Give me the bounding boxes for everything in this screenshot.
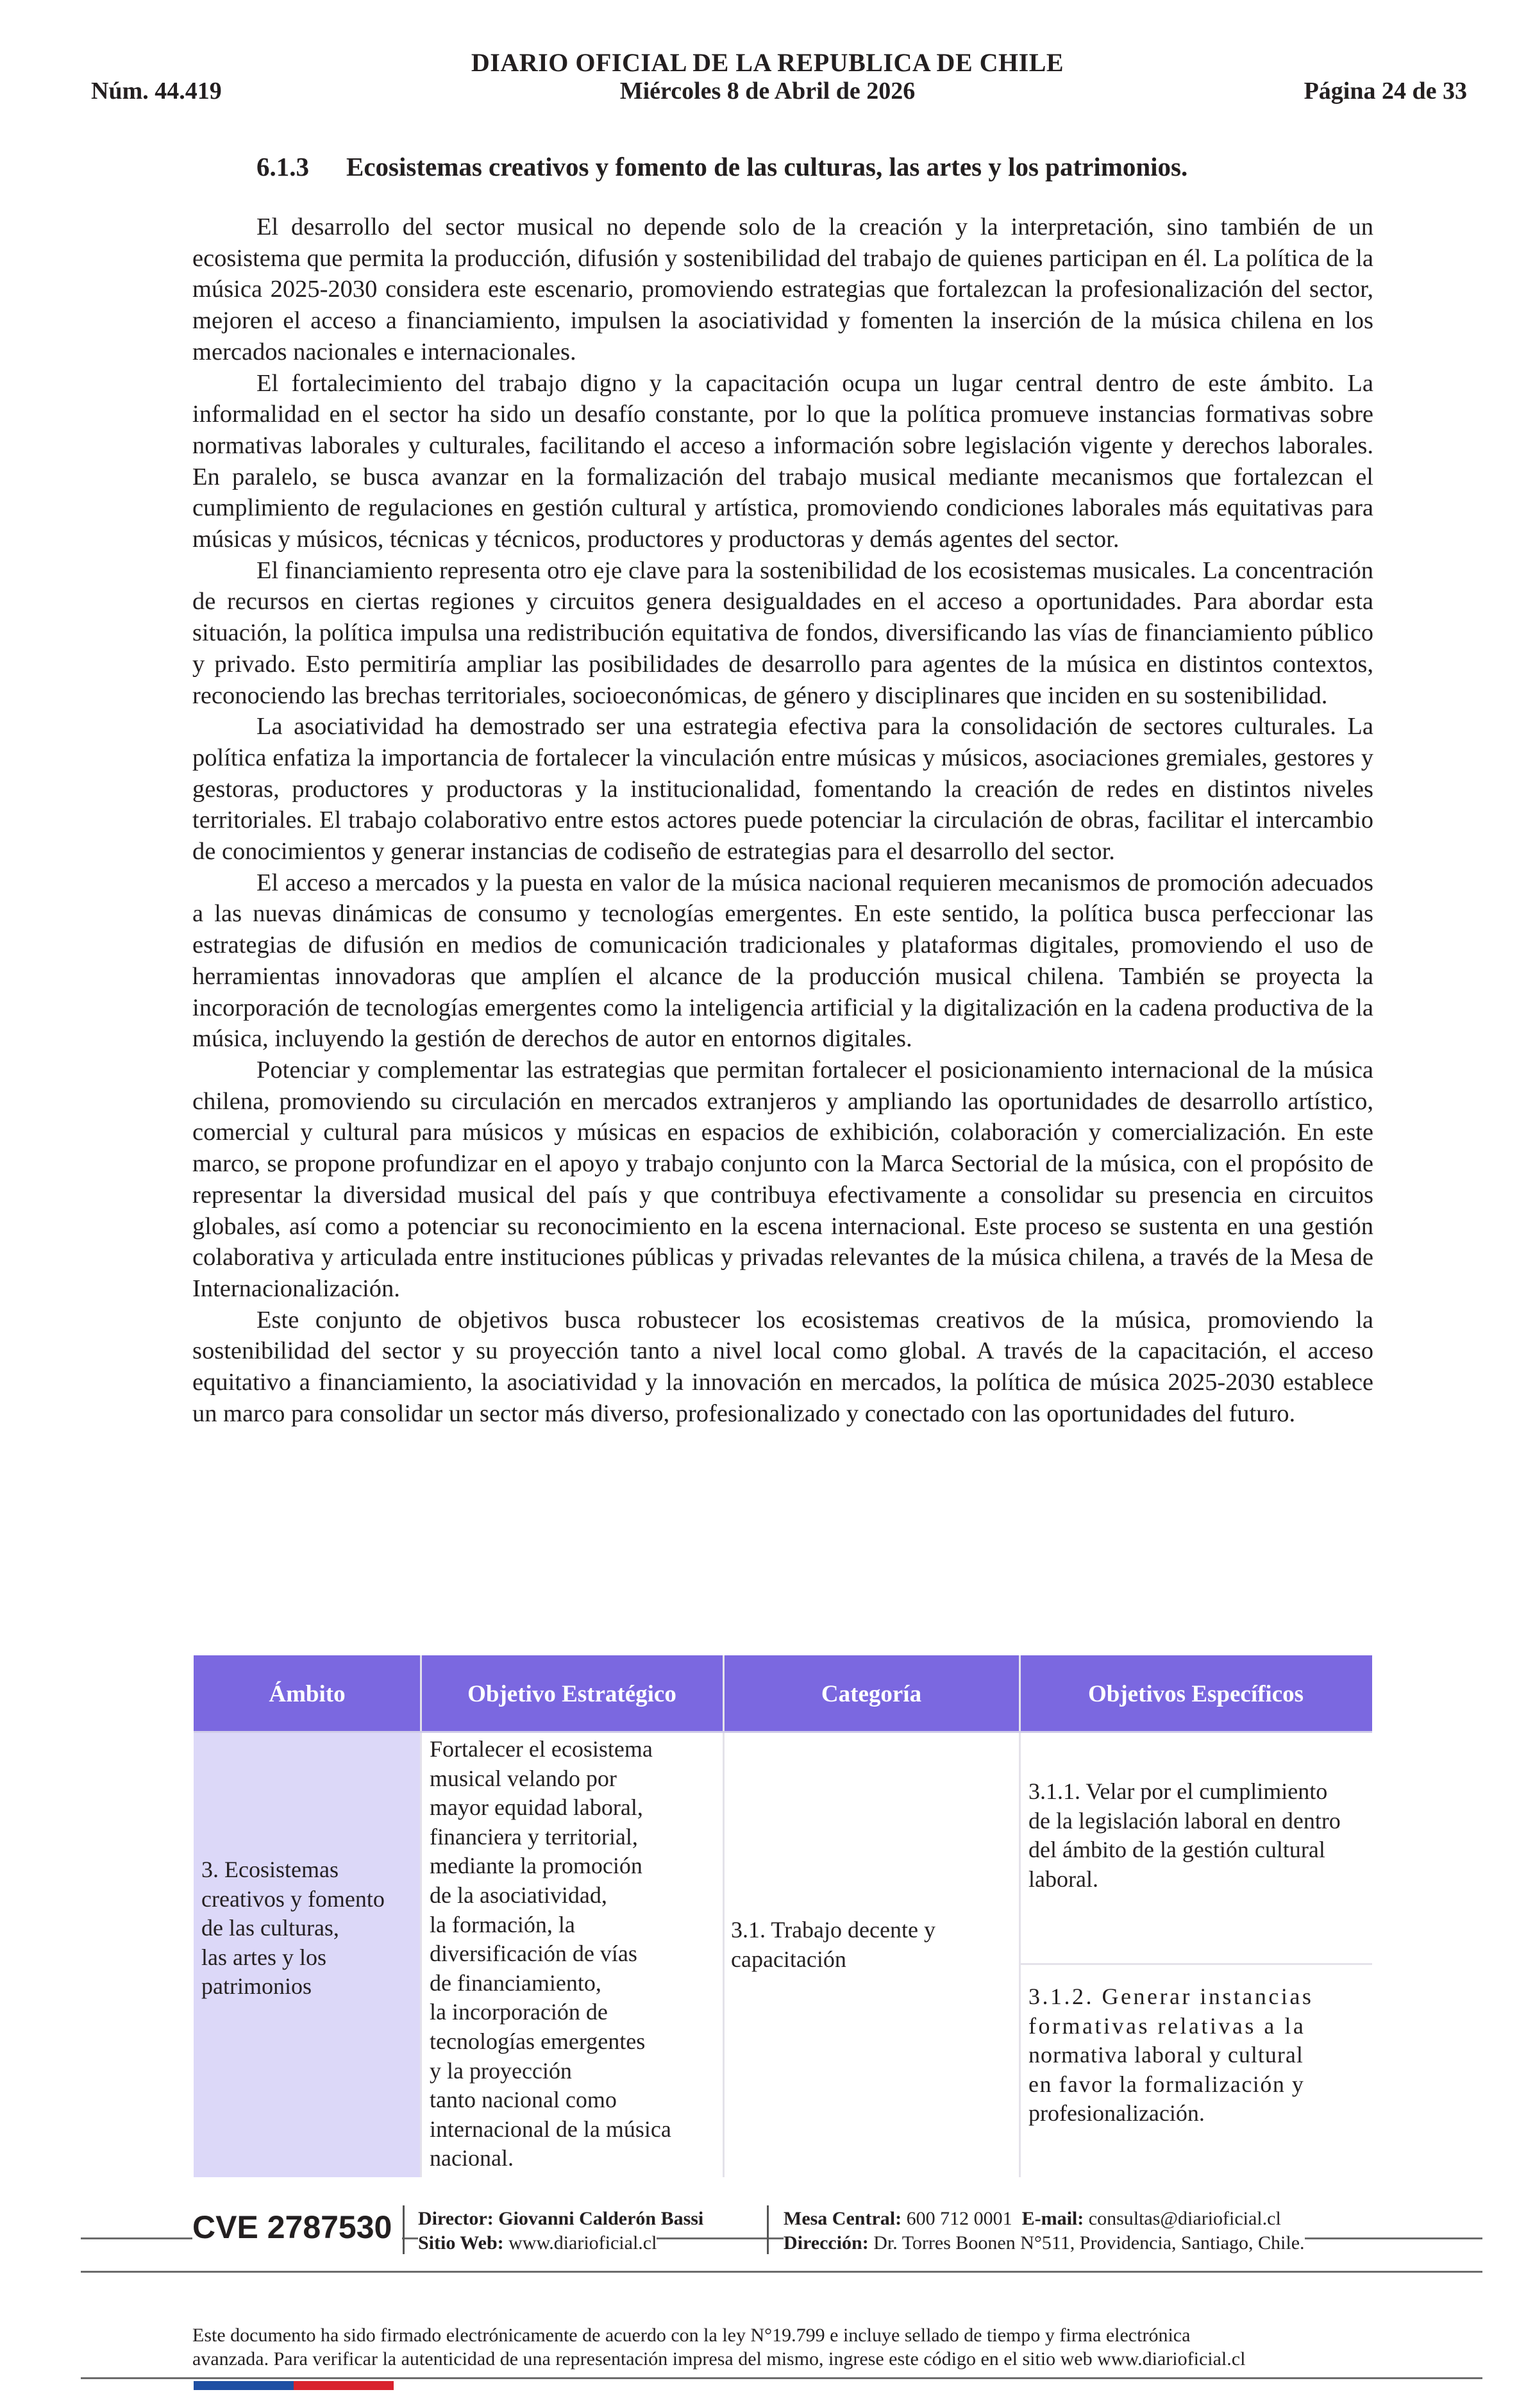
ambito-cell xyxy=(194,1732,421,2177)
especifico-line: profesionalización. xyxy=(1028,2100,1205,2127)
objetivo-line: internacional de la música xyxy=(430,2116,671,2142)
especifico-item xyxy=(1028,1777,1368,1894)
table-header-objetivo: Objetivo Estratégico xyxy=(421,1655,723,1732)
table-header-categoria: Categoría xyxy=(723,1655,1019,1732)
paragraph: El fortalecimiento del trabajo digno y la capacitación ocupa un lugar central dentro de este ámbito. La informalidad en el sector ha sido un desafío constante, por lo que la política promueve instancias formativas sobre normativas laborales y culturales, facilitando el acceso a información sobre legislación vigente y derechos laborales. En paralelo, se busca avanzar en la formalización del trabajo musical mediante mecanismos que fortalezcan el cumplimiento de regulaciones en gestión cultural y artística, promoviendo condiciones laborales más equitativas para músicas y músicos, técnicas y técnicos, productores y productoras y demás agentes del sector. xyxy=(192,369,1373,553)
body-text xyxy=(192,212,1373,1429)
objectives-table xyxy=(194,1655,1372,2177)
legal-line: Este documento ha sido firmado electrónicamente de acuerdo con la ley N°19.799 e incluye sellado de tiempo y firma electrónica xyxy=(192,2325,1191,2346)
especifico-line: 3.1.1. Velar por el cumplimiento xyxy=(1028,1778,1328,1804)
publication-title: DIARIO OFICIAL DE LA REPUBLICA DE CHILE xyxy=(471,48,1064,77)
table-header-especificos: Objetivos Específicos xyxy=(1019,1655,1372,1732)
footer-rule xyxy=(81,2377,1482,2379)
table-divider xyxy=(1019,1655,1021,2177)
table-header-ambito: Ámbito xyxy=(194,1655,421,1732)
ambito-line: patrimonios xyxy=(201,1973,312,2000)
especifico-line: en favor la formalización y xyxy=(1028,2071,1305,2097)
categoria-line: 3.1. Trabajo decente y xyxy=(731,1917,935,1943)
objetivo-line: diversificación de vías xyxy=(430,1941,637,1967)
page-number: Página 24 de 33 xyxy=(1304,78,1467,105)
flag-stripe xyxy=(194,2381,394,2390)
objetivo-line: tecnologías emergentes xyxy=(430,2028,646,2054)
objetivo-cell xyxy=(421,1732,723,2177)
flag-blue xyxy=(194,2381,294,2390)
cve-code: CVE 2787530 xyxy=(192,2207,402,2248)
issue-number: Núm. 44.419 xyxy=(91,78,222,105)
paragraph: El financiamiento representa otro eje clave para la sostenibilidad de los ecosistemas musicales. La concentración de recursos en ciertas regiones y circuitos genera desigualdades en el acceso a oportunidades. Para abordar esta situación, la política impulsa una redistribución equitativa de fondos, diversificando las vías de financiamiento público y privado. Esto permitiría ampliar las posibilidades de desarrollo para agentes de la música en distintos contextos, reconociendo las brechas territoriales, socioeconómicas, de género y disciplinares que inciden en su sostenibilidad. xyxy=(192,556,1373,709)
categoria-cell xyxy=(723,1732,1019,2177)
table-divider xyxy=(420,1655,422,2177)
especifico-line: 3.1.2. Generar instancias xyxy=(1028,1984,1314,2009)
especificos-cell xyxy=(1019,1732,1372,2177)
objetivo-line: y la proyección xyxy=(430,2057,572,2084)
objetivo-line: la incorporación de xyxy=(430,1999,608,2025)
legal-line: avanzada. Para verificar la autenticidad de una representación impresa del mismo, ingrese este código en el sitio web www.diarioficial.cl xyxy=(192,2348,1246,2370)
especifico-line: formativas relativas a la xyxy=(1028,2012,1306,2039)
flag-red xyxy=(294,2381,394,2390)
objetivo-line: musical velando por xyxy=(430,1765,617,1791)
footer-address: Dirección: Dr. Torres Boonen N°511, Providencia, Santiago, Chile. xyxy=(784,2231,1305,2255)
ambito-line: de las culturas, xyxy=(201,1915,339,1941)
objetivo-line: mediante la promoción xyxy=(430,1853,642,1879)
footer-director: Director: Giovanni Calderón Bassi xyxy=(418,2207,703,2231)
especifico-item xyxy=(1028,1982,1368,2128)
footer-rule xyxy=(81,2271,1482,2273)
ambito-line: 3. Ecosistemas xyxy=(201,1857,339,1882)
especifico-line: del ámbito de la gestión cultural xyxy=(1028,1837,1325,1863)
paragraph: La asociatividad ha demostrado ser una estrategia efectiva para la consolidación de sectores culturales. La política enfatiza la importancia de fortalecer la vinculación entre músicas y músicos, asociaciones gremiales, gestores y gestoras, productores y productoras y la institucionalidad, fomentando la creación de redes en distintos niveles territoriales. El trabajo colaborativo entre estos actores puede potenciar la circulación de obras, facilitar el intercambio de conocimientos y generar instancias de codiseño de estrategias para el desarrollo del sector. xyxy=(192,713,1373,865)
objetivo-line: de financiamiento, xyxy=(430,1969,601,1996)
footer-contact: Mesa Central: 600 712 0001 E-mail: consultas@diarioficial.cl xyxy=(784,2207,1281,2231)
table-divider xyxy=(723,1655,725,2177)
footer-website: Sitio Web: www.diarioficial.cl xyxy=(418,2231,657,2255)
legal-notice xyxy=(192,2323,1372,2371)
paragraph: El desarrollo del sector musical no depende solo de la creación y la interpretación, sino también de un ecosistema que permita la producción, difusión y sostenibilidad del trabajo de quienes participan en él. La política de la música 2025-2030 considera este escenario, promoviendo estrategias que fortalezcan la profesionalización del sector, mejoren el acceso a financiamiento, impulsen la asociatividad y fomenten la inserción de la música chilena en los mercados nacionales e internacionales. xyxy=(192,213,1373,365)
especifico-line: laboral. xyxy=(1028,1866,1098,1892)
categoria-line: capacitación xyxy=(731,1946,846,1972)
footer-separator xyxy=(767,2205,769,2254)
section-heading xyxy=(256,150,1187,183)
ambito-line: las artes y los xyxy=(201,1944,326,1970)
objetivo-line: mayor equidad laboral, xyxy=(430,1794,643,1821)
issue-date: Miércoles 8 de Abril de 2026 xyxy=(619,78,916,105)
objetivo-line: de la asociatividad, xyxy=(430,1882,607,1908)
paragraph: Este conjunto de objetivos busca robustecer los ecosistemas creativos de la música, promoviendo la sostenibilidad del sector y su proyección tanto a nivel local como global. A través de la capacitación, el acceso equitativo a financiamiento, la asociatividad y la innovación en mercados, la política de música 2025-2030 establece un marco para consolidar un sector más diverso, profesionalizado y conectado con las oportunidades del futuro. xyxy=(192,1306,1373,1427)
section-number: 6.1.3 xyxy=(256,152,309,181)
paragraph: El acceso a mercados y la puesta en valor de la música nacional requieren mecanismos de promoción adecuados a las nuevas dinámicas de consumo y tecnologías emergentes. En este sentido, la política busca perfeccionar las estrategias de difusión en medios de comunicación tradicionales y plataformas digitales, promoviendo el uso de herramientas innovadoras que amplíen el alcance de la producción musical chilena. También se proyecta la incorporación de tecnologías emergentes como la inteligencia artificial y la digitalización en la cadena productiva de la música, incluyendo la gestión de derechos de autor en entornos digitales. xyxy=(192,869,1373,1053)
paragraph: Potenciar y complementar las estrategias que permitan fortalecer el posicionamiento internacional de la música chilena, promoviendo su circulación en mercados extranjeros y ampliando las oportunidades de desarrollo artístico, comercial y cultural para músicos y músicas en espacios de exhibición, colaboración y comercialización. En este marco, se propone profundizar en el apoyo y trabajo conjunto con la Marca Sectorial de la música, con el propósito de representar la diversidad musical del país y que contribuya efectivamente a consolidar su presencia en circuitos globales, así como a potenciar su reconocimiento en la escena internacional. Este proceso se sustenta en una gestión colaborativa y articulada entre instituciones públicas y privadas relevantes de la música chilena, a través de la Mesa de Internacionalización. xyxy=(192,1056,1373,1302)
objetivo-line: tanto nacional como xyxy=(430,2087,617,2113)
footer-separator xyxy=(403,2205,405,2254)
objetivo-line: Fortalecer el ecosistema xyxy=(430,1736,653,1762)
section-title: Ecosistemas creativos y fomento de las culturas, las artes y los patrimonios. xyxy=(346,152,1188,181)
objetivo-line: financiera y territorial, xyxy=(430,1823,638,1850)
objetivo-line: la formación, la xyxy=(430,1911,575,1937)
table-divider xyxy=(1019,1963,1372,1965)
ambito-line: creativos y fomento xyxy=(201,1885,385,1912)
table-divider xyxy=(194,1731,1372,1733)
objetivo-line: nacional. xyxy=(430,2145,514,2171)
especifico-line: normativa laboral y cultural xyxy=(1028,2042,1304,2068)
especifico-line: de la legislación laboral en dentro xyxy=(1028,1807,1341,1834)
